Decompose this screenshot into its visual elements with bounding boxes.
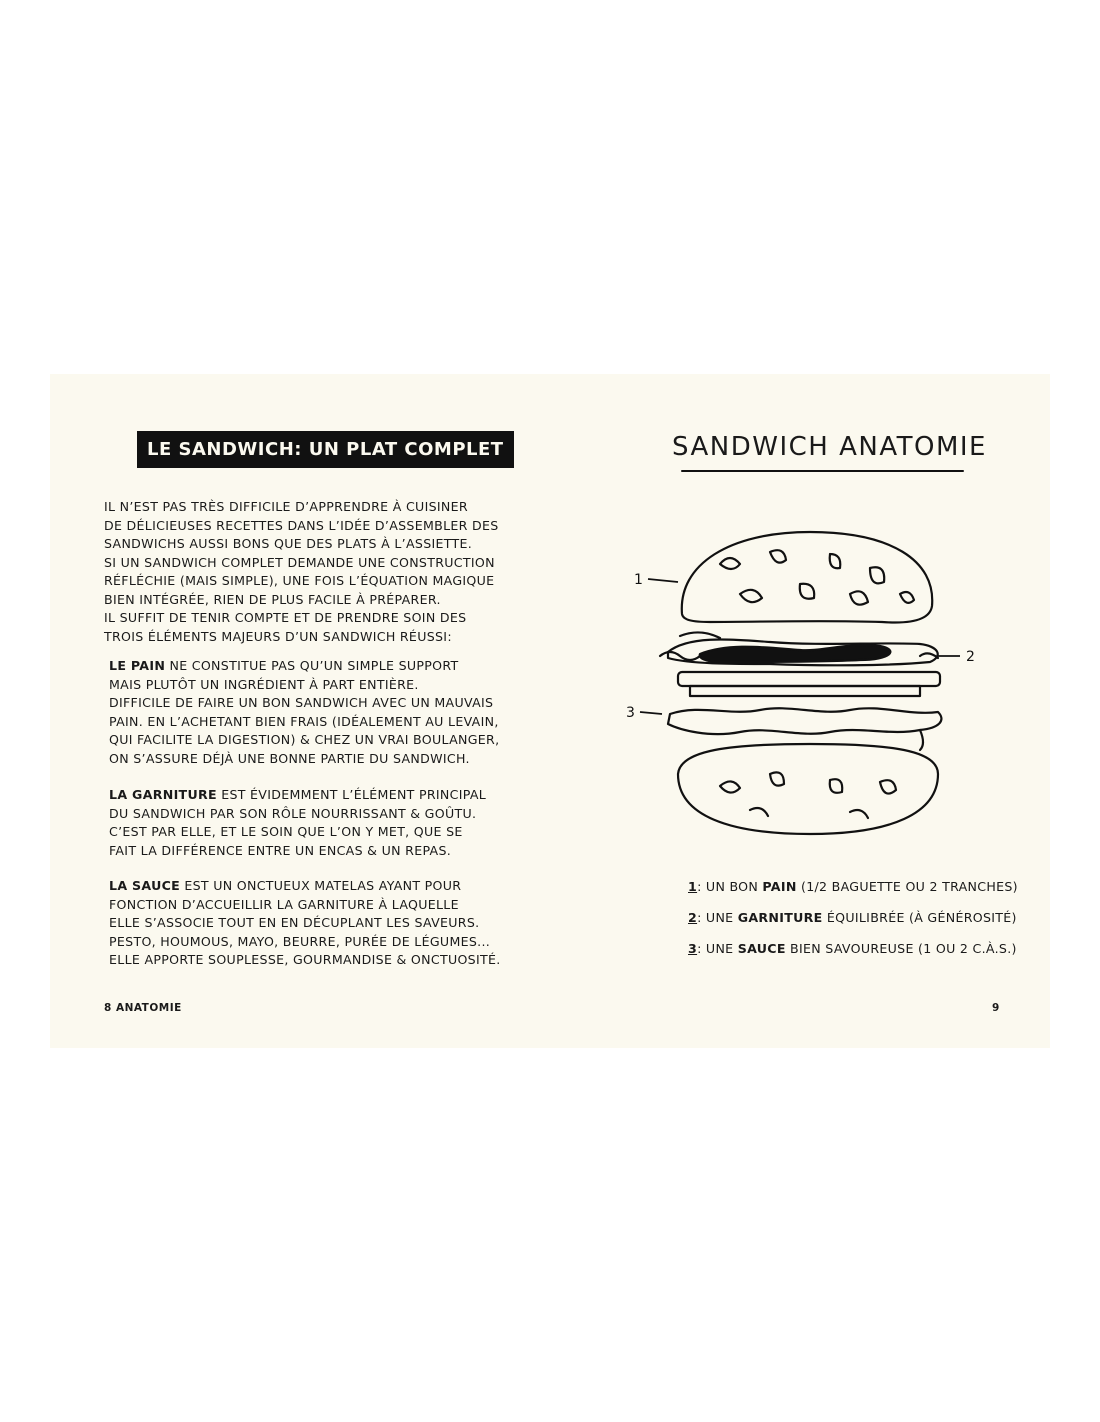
anatomy-title: SANDWICH ANATOMIE (672, 432, 987, 462)
pain-text: NE CONSTITUE PAS QU’UN SIMPLE SUPPORT MAIS PLUTÔT UN INGRÉDIENT À PART ENTIÈRE. DIFFICILE DE FAIRE UN BON SANDWICH AVEC UN MAUVAIS PAIN. EN L’ACHETANT BIEN FRAIS (IDÉALEMENT AU LEVAIN, QUI FACILITE LA DIGESTION) & CHEZ UN VRAI BOULANGER, ON S’ASSURE DÉJÀ UNE BONNE PARTIE DU SANDWICH. (109, 658, 500, 766)
legend-item-3: 3: UNE SAUCE BIEN SAVOUREUSE (1 OU 2 C.À.S.) (688, 941, 1017, 956)
sauce-layer (668, 708, 941, 734)
garniture-term: LA GARNITURE (109, 787, 217, 802)
sauce-paragraph (109, 877, 529, 970)
pain-paragraph (109, 657, 529, 768)
callout-2: 2 (966, 649, 975, 665)
book-spread (50, 374, 1050, 1048)
left-page (50, 374, 550, 1048)
callout-1: 1 (634, 572, 643, 588)
sandwich-exploded-illustration (620, 524, 1000, 854)
top-bun (682, 532, 932, 622)
pain-term: LE PAIN (109, 658, 166, 673)
garniture-paragraph (109, 786, 529, 860)
callout-3: 3 (626, 705, 635, 721)
intro-paragraph: IL N’EST PAS TRÈS DIFFICILE D’APPRENDRE À CUISINER DE DÉLICIEUSES RECETTES DANS L’IDÉE D’ASSEMBLER DES SANDWICHS AUSSI BONS QUE DES PLATS À L’ASSIETTE. SI UN SANDWICH COMPLET DEMANDE UNE CONSTRUCTION RÉFLÉCHIE (MAIS SIMPLE), UNE FOIS L’ÉQUATION MAGIQUE BIEN INTÉGRÉE, RIEN DE PLUS FACILE À PRÉPARER. IL SUFFIT DE TENIR COMPTE ET DE PRENDRE SOIN DES TROIS ÉLÉMENTS MAJEURS D’UN SANDWICH RÉUSSI: (104, 499, 499, 644)
section-title: LE SANDWICH: UN PLAT COMPLET (137, 431, 514, 468)
right-page (550, 374, 1050, 1048)
page-footer-left: 8 ANATOMIE (104, 1002, 182, 1014)
page-footer-right: 9 (992, 1002, 1000, 1014)
sauce-text: EST UN ONCTUEUX MATELAS AYANT POUR FONCTION D’ACCUEILLIR LA GARNITURE À LAQUELLE ELLE S’ASSOCIE TOUT EN EN DÉCUPLANT LES SAVEURS. PESTO, HOUMOUS, MAYO, BEURRE, PURÉE DE LÉGUMES... ELLE APPORTE SOUPLESSE, GOURMANDISE & ONCTUOSITÉ. (109, 878, 501, 967)
legend-item-2: 2: UNE GARNITURE ÉQUILIBRÉE (À GÉNÉROSITÉ) (688, 910, 1017, 925)
bottom-bun (678, 744, 938, 834)
garniture-text: EST ÉVIDEMMENT L’ÉLÉMENT PRINCIPAL DU SANDWICH PAR SON RÔLE NOURRISSANT & GOÛTU. C’EST PAR ELLE, ET LE SOIN QUE L’ON Y MET, QUE SE FAIT LA DIFFÉRENCE ENTRE UN ENCAS & UN REPAS. (109, 787, 487, 858)
legend-item-1: 1: UN BON PAIN (1/2 BAGUETTE OU 2 TRANCHES) (688, 879, 1018, 894)
sauce-term: LA SAUCE (109, 878, 181, 893)
title-underline (681, 470, 964, 472)
